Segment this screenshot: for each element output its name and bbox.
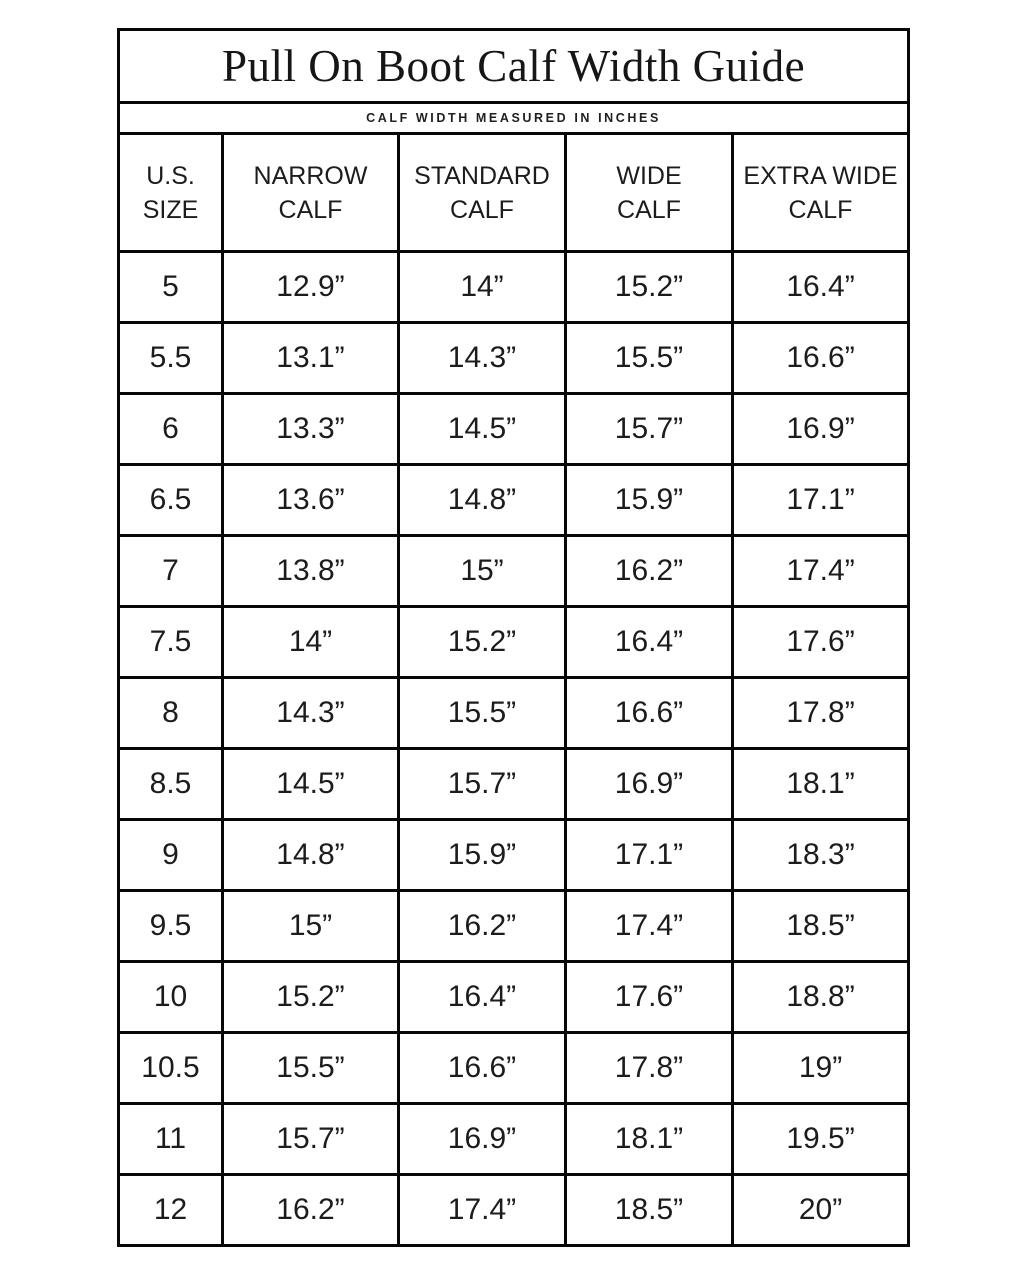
standard-calf-cell: 16.6” bbox=[399, 1033, 566, 1104]
wide-calf-cell: 15.9” bbox=[566, 465, 733, 536]
wide-calf-cell: 16.4” bbox=[566, 607, 733, 678]
standard-calf-cell: 14.3” bbox=[399, 323, 566, 394]
title-row bbox=[119, 30, 909, 103]
narrow-calf-cell: 13.8” bbox=[223, 536, 399, 607]
narrow-calf-cell: 13.6” bbox=[223, 465, 399, 536]
us-size-cell: 9.5 bbox=[119, 891, 223, 962]
narrow-calf-cell: 15.2” bbox=[223, 962, 399, 1033]
column-header-standard-calf bbox=[399, 134, 566, 252]
table-row bbox=[119, 1175, 909, 1246]
table-row bbox=[119, 323, 909, 394]
table-row bbox=[119, 607, 909, 678]
table-row bbox=[119, 678, 909, 749]
extra-wide-calf-cell: 17.8” bbox=[733, 678, 909, 749]
narrow-calf-cell: 13.3” bbox=[223, 394, 399, 465]
narrow-calf-cell: 13.1” bbox=[223, 323, 399, 394]
us-size-cell: 7 bbox=[119, 536, 223, 607]
standard-calf-cell: 15.9” bbox=[399, 820, 566, 891]
us-size-cell: 5.5 bbox=[119, 323, 223, 394]
us-size-cell: 8.5 bbox=[119, 749, 223, 820]
table-row bbox=[119, 394, 909, 465]
table-row bbox=[119, 962, 909, 1033]
extra-wide-calf-cell: 16.6” bbox=[733, 323, 909, 394]
narrow-calf-cell: 15.7” bbox=[223, 1104, 399, 1175]
extra-wide-calf-cell: 20” bbox=[733, 1175, 909, 1246]
us-size-cell: 9 bbox=[119, 820, 223, 891]
extra-wide-calf-cell: 19.5” bbox=[733, 1104, 909, 1175]
table-row bbox=[119, 820, 909, 891]
extra-wide-calf-cell: 17.1” bbox=[733, 465, 909, 536]
standard-calf-cell: 16.4” bbox=[399, 962, 566, 1033]
narrow-calf-cell: 14.8” bbox=[223, 820, 399, 891]
extra-wide-calf-cell: 18.8” bbox=[733, 962, 909, 1033]
wide-calf-cell: 15.7” bbox=[566, 394, 733, 465]
header-line: NARROW bbox=[253, 161, 368, 190]
standard-calf-cell: 16.9” bbox=[399, 1104, 566, 1175]
us-size-cell: 12 bbox=[119, 1175, 223, 1246]
page-title: Pull On Boot Calf Width Guide bbox=[119, 30, 909, 103]
extra-wide-calf-cell: 16.9” bbox=[733, 394, 909, 465]
wide-calf-cell: 18.5” bbox=[566, 1175, 733, 1246]
us-size-cell: 7.5 bbox=[119, 607, 223, 678]
us-size-cell: 10 bbox=[119, 962, 223, 1033]
table-row bbox=[119, 536, 909, 607]
subtitle-row bbox=[119, 103, 909, 134]
narrow-calf-cell: 14” bbox=[223, 607, 399, 678]
calf-width-table bbox=[117, 28, 910, 1247]
standard-calf-cell: 14” bbox=[399, 252, 566, 323]
narrow-calf-cell: 12.9” bbox=[223, 252, 399, 323]
standard-calf-cell: 15.5” bbox=[399, 678, 566, 749]
header-line: CALF bbox=[278, 195, 343, 224]
column-header-us-size bbox=[119, 134, 223, 252]
column-header-narrow-calf bbox=[223, 134, 399, 252]
extra-wide-calf-cell: 16.4” bbox=[733, 252, 909, 323]
header-line: U.S. bbox=[146, 161, 195, 190]
standard-calf-cell: 15.2” bbox=[399, 607, 566, 678]
header-line: STANDARD bbox=[414, 161, 550, 190]
wide-calf-cell: 17.8” bbox=[566, 1033, 733, 1104]
us-size-cell: 5 bbox=[119, 252, 223, 323]
extra-wide-calf-cell: 18.5” bbox=[733, 891, 909, 962]
narrow-calf-cell: 15” bbox=[223, 891, 399, 962]
standard-calf-cell: 15.7” bbox=[399, 749, 566, 820]
wide-calf-cell: 17.6” bbox=[566, 962, 733, 1033]
narrow-calf-cell: 15.5” bbox=[223, 1033, 399, 1104]
standard-calf-cell: 15” bbox=[399, 536, 566, 607]
column-header-wide-calf bbox=[566, 134, 733, 252]
extra-wide-calf-cell: 17.6” bbox=[733, 607, 909, 678]
standard-calf-cell: 14.8” bbox=[399, 465, 566, 536]
wide-calf-cell: 16.9” bbox=[566, 749, 733, 820]
standard-calf-cell: 16.2” bbox=[399, 891, 566, 962]
us-size-cell: 11 bbox=[119, 1104, 223, 1175]
header-line: CALF bbox=[788, 195, 853, 224]
wide-calf-cell: 15.2” bbox=[566, 252, 733, 323]
standard-calf-cell: 14.5” bbox=[399, 394, 566, 465]
table-row bbox=[119, 1104, 909, 1175]
wide-calf-cell: 16.6” bbox=[566, 678, 733, 749]
size-guide-sheet bbox=[117, 28, 907, 1247]
narrow-calf-cell: 14.3” bbox=[223, 678, 399, 749]
header-line: EXTRA WIDE bbox=[743, 161, 898, 190]
narrow-calf-cell: 14.5” bbox=[223, 749, 399, 820]
us-size-cell: 8 bbox=[119, 678, 223, 749]
extra-wide-calf-cell: 17.4” bbox=[733, 536, 909, 607]
table-row bbox=[119, 252, 909, 323]
column-header-row bbox=[119, 134, 909, 252]
header-line: CALF bbox=[450, 195, 514, 224]
standard-calf-cell: 17.4” bbox=[399, 1175, 566, 1246]
table-row bbox=[119, 891, 909, 962]
table-row bbox=[119, 465, 909, 536]
us-size-cell: 6 bbox=[119, 394, 223, 465]
header-line: SIZE bbox=[142, 195, 199, 224]
extra-wide-calf-cell: 19” bbox=[733, 1033, 909, 1104]
table-row bbox=[119, 749, 909, 820]
extra-wide-calf-cell: 18.3” bbox=[733, 820, 909, 891]
header-line: WIDE bbox=[616, 161, 682, 190]
narrow-calf-cell: 16.2” bbox=[223, 1175, 399, 1246]
wide-calf-cell: 17.4” bbox=[566, 891, 733, 962]
us-size-cell: 10.5 bbox=[119, 1033, 223, 1104]
wide-calf-cell: 18.1” bbox=[566, 1104, 733, 1175]
table-row bbox=[119, 1033, 909, 1104]
header-line: CALF bbox=[617, 195, 681, 224]
page-subtitle: CALF WIDTH MEASURED IN INCHES bbox=[119, 103, 909, 134]
wide-calf-cell: 17.1” bbox=[566, 820, 733, 891]
column-header-extra-wide-calf bbox=[733, 134, 909, 252]
wide-calf-cell: 15.5” bbox=[566, 323, 733, 394]
extra-wide-calf-cell: 18.1” bbox=[733, 749, 909, 820]
wide-calf-cell: 16.2” bbox=[566, 536, 733, 607]
us-size-cell: 6.5 bbox=[119, 465, 223, 536]
